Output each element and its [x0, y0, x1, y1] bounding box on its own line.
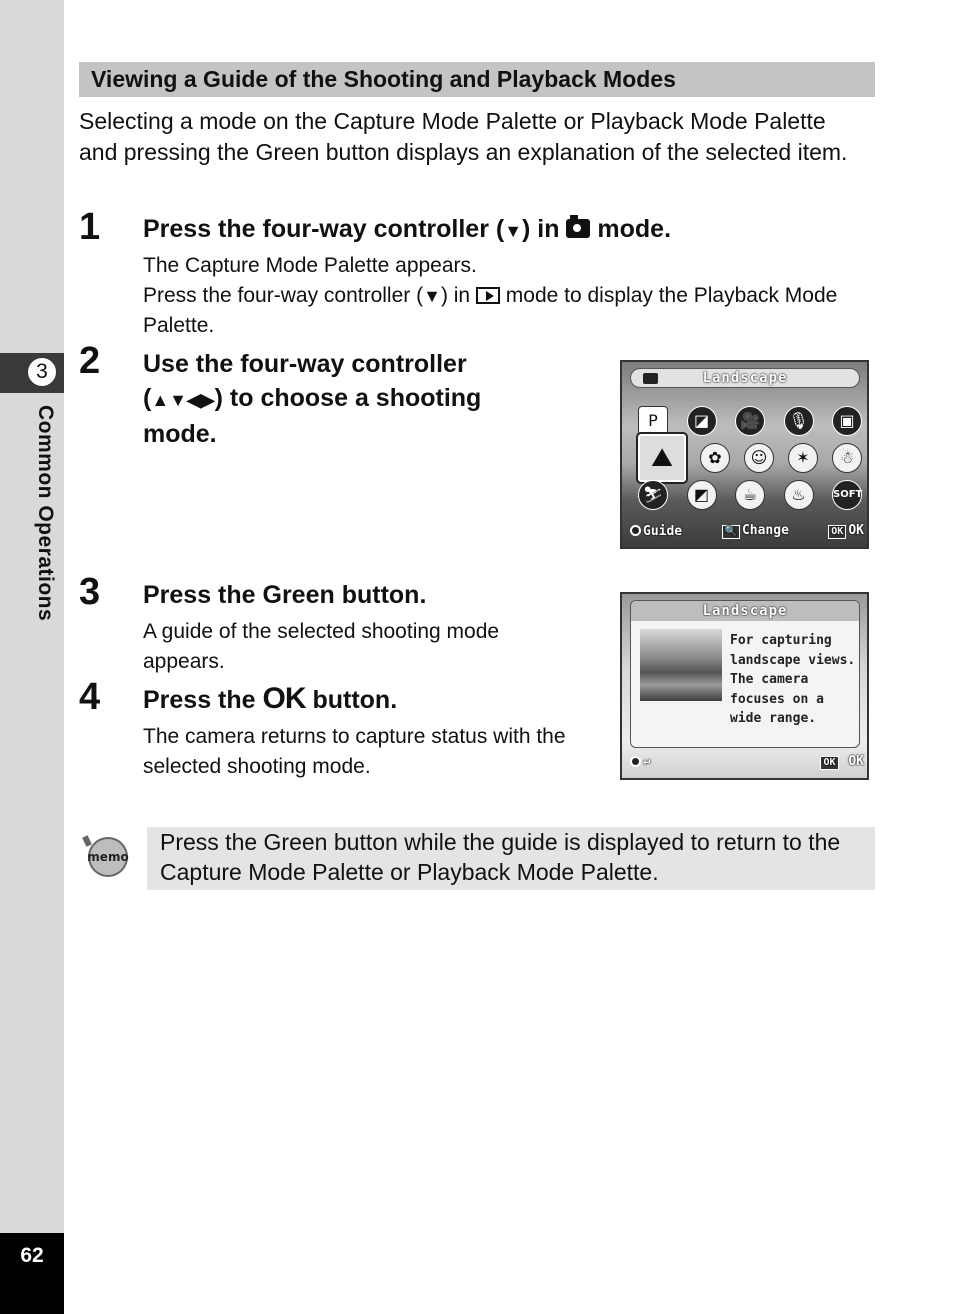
step-4-body: The camera returns to capture status with the selected shooting mode. [143, 725, 566, 778]
night-scene-icon[interactable]: ◪ [687, 406, 717, 436]
step-4-number: 4 [79, 676, 101, 718]
guide-title-bar [631, 601, 859, 621]
palette-row-2 [638, 434, 862, 482]
page-number: 62 [20, 1244, 44, 1267]
ok-box-icon: OK [828, 525, 846, 539]
four-way-arrows-icon: ▲▼◀▶ [151, 390, 215, 410]
footer-guide: Guide [630, 524, 682, 539]
step-3-number: 3 [79, 571, 101, 613]
footer-change: 🔍 Change [722, 523, 789, 539]
portrait-mode-icon[interactable]: ☺ [744, 443, 774, 473]
capture-mode-palette-screen [620, 360, 869, 549]
down-arrow-icon: ▼ [504, 221, 523, 241]
step-2-title: Use the four-way controller (▲▼◀▶) to choose a shooting mode. [143, 350, 482, 448]
surf-snow-icon[interactable]: ♨ [784, 480, 814, 510]
flower-mode-icon[interactable]: ✿ [700, 443, 730, 473]
food-mode-icon[interactable]: ☕ [735, 480, 765, 510]
guide-panel [630, 600, 860, 748]
snow-mode-icon[interactable]: ☃ [832, 443, 862, 473]
green-button-icon [630, 525, 641, 536]
step-1-body-line1: The Capture Mode Palette appears. [143, 254, 477, 277]
palette-row-1 [638, 406, 862, 436]
panorama-icon[interactable]: ▣ [832, 406, 862, 436]
step-1-number: 1 [79, 206, 101, 248]
soft-mode-icon[interactable]: SOFT [832, 480, 862, 510]
palette-row-3 [638, 480, 862, 510]
step-1-title: Press the four-way controller (▼) in mode. [143, 215, 672, 243]
memo-icon-label: memo [87, 850, 129, 864]
footer-ok: OK OK [828, 523, 864, 539]
palette-footer [630, 523, 864, 539]
landscape-thumbnail [640, 629, 722, 701]
guide-text: For capturing landscape views. The camera focuses on a wide range. [730, 633, 856, 726]
ok-button-label: OK [262, 682, 306, 715]
step-3-title: Press the Green button. [143, 581, 427, 609]
step-2-number: 2 [79, 340, 101, 382]
palette-title: Landscape [702, 370, 788, 386]
natural-skin-tone-icon[interactable]: ✶ [788, 443, 818, 473]
guide-title: Landscape [702, 603, 788, 619]
guide-footer [630, 754, 864, 770]
landscape-mode-icon[interactable]: ⛰ [638, 434, 686, 482]
sport-mode-icon[interactable]: ⛷ [638, 480, 668, 510]
voice-recording-icon[interactable]: 🎙 [784, 406, 814, 436]
step-1-body [143, 251, 873, 341]
section-intro: Selecting a mode on the Capture Mode Palette or Playback Mode Palette and pressing the Green button displays an explanation of the selected item. [79, 108, 848, 165]
mode-guide-screen [620, 592, 869, 780]
camera-icon [566, 219, 590, 238]
memo-icon [80, 832, 132, 878]
chapter-title: Common Operations [34, 405, 57, 622]
movie-icon[interactable]: 🎥 [735, 406, 765, 436]
zoom-icon: 🔍 [722, 525, 740, 539]
chapter-sidebar [0, 0, 64, 1314]
down-arrow-icon: ▼ [423, 286, 441, 306]
step-3-body: A guide of the selected shooting mode appears. [143, 620, 500, 673]
back-icon: ↩ [630, 755, 651, 770]
program-mode-icon[interactable]: P [638, 406, 668, 436]
footer-ok: OK OK [820, 754, 864, 770]
chapter-number: 3 [27, 357, 57, 387]
green-button-icon [630, 756, 641, 767]
section-heading: Viewing a Guide of the Shooting and Playback Modes [79, 62, 875, 97]
playback-icon [476, 287, 500, 304]
step-1-body-line2: Press the four-way controller (▼) in mode to display the Playback Mode Palette. [143, 284, 838, 337]
ok-box-icon: OK [820, 756, 838, 770]
palette-title-bar [630, 368, 860, 388]
step-4-title: Press the OK button. [143, 682, 398, 715]
memo-text: Press the Green button while the guide is displayed to return to the Capture Mode Palette or Playback Mode Palette. [160, 829, 841, 885]
frame-composite-icon[interactable]: ◩ [687, 480, 717, 510]
